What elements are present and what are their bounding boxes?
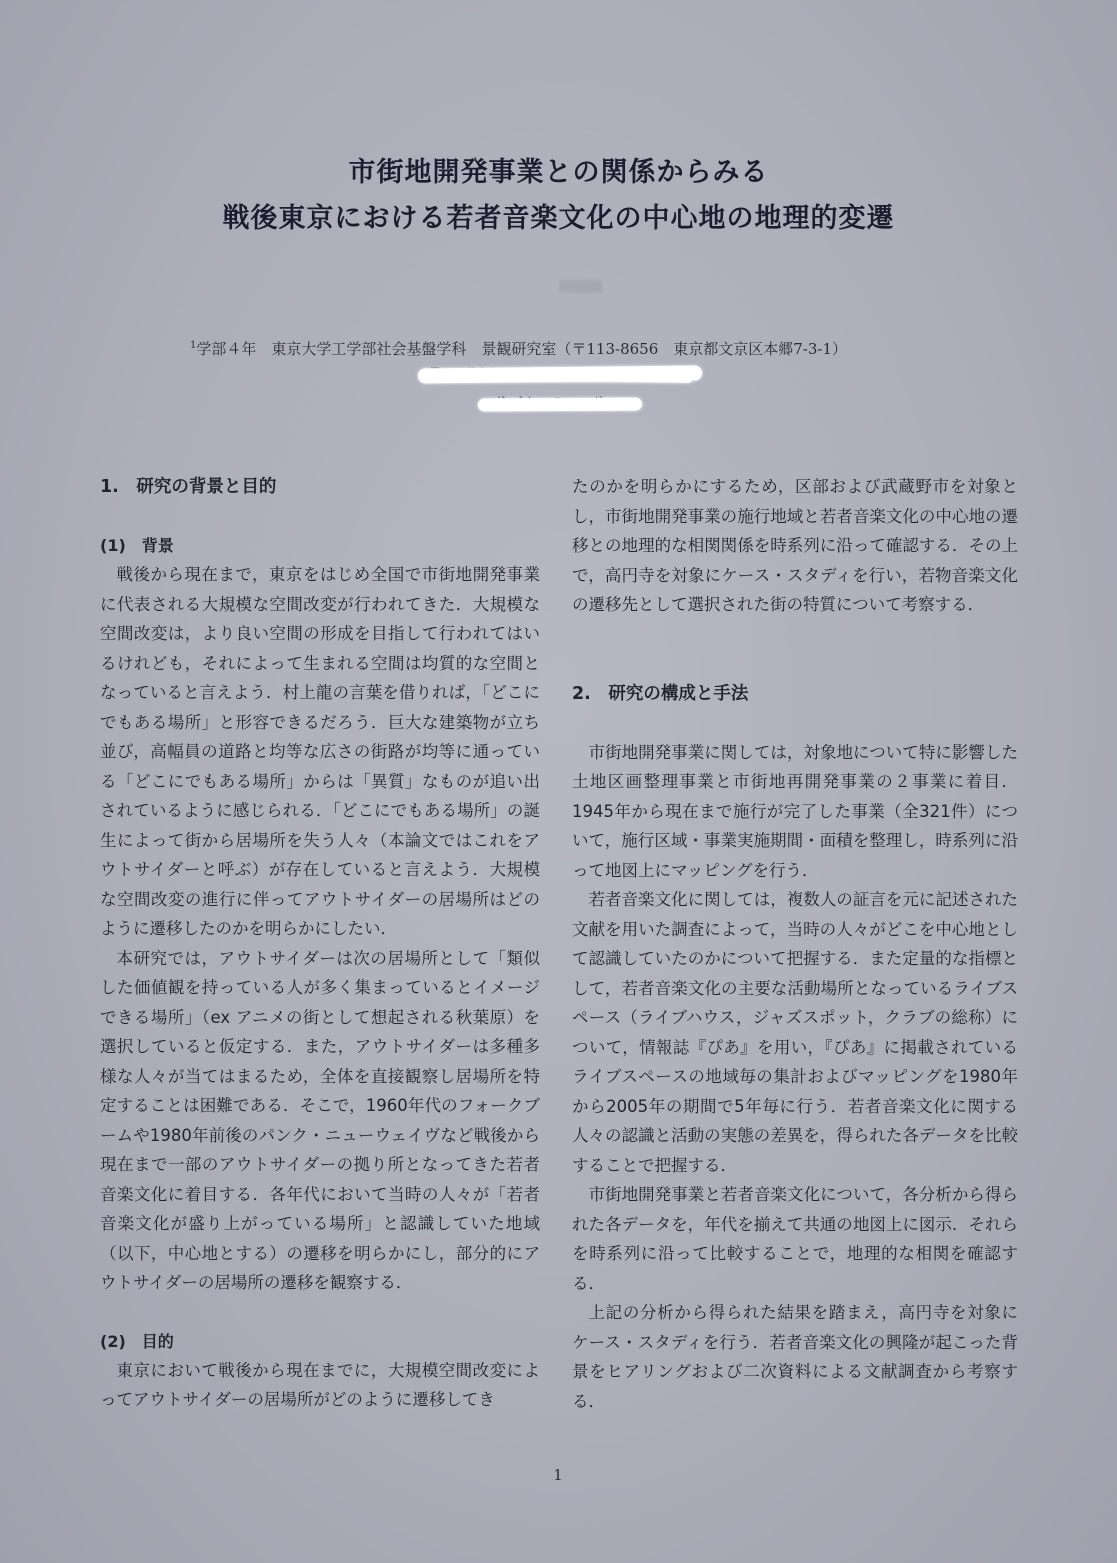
author-name-redacted: ░░░░░ (560, 280, 603, 293)
redaction-mark (478, 398, 642, 412)
paper-title-line1: 市街地開発事業との関係からみる (348, 157, 769, 188)
paragraph: 市街地開発事業と若者音楽文化について，各分析から得られた各データを，年代を揃えて共通の地図上に図示．それらを時系列に沿って比較することで，地理的な相関を確認する． (572, 1185, 1018, 1293)
subsection-heading: (1) 背景 (100, 536, 174, 555)
paragraph: 東京において戦後から現在までに，大規模空間改変によってアウトサイダーの居場所がどのように遷移してき (100, 1360, 540, 1409)
left-column (100, 472, 540, 1415)
paragraph: 戦後から現在まで，東京をはじめ全国で市街地開発事業に代表される大規模な空間改変が行われてきた．大規模な空間改変は，より良い空間の形成を目指して行われてはいるけれども，それによって生まれる空間は均質的な空間となっていると言えよう．村上龍の言葉を借りれば，「どこにでもある場所」と形容できるだろう．巨大な建築物が立ち並び，高幅員の道路と均等な広さの街路が均等に通っている「どこにでもある場所」からは「異質」なものが追い出されているように感じられる．「どこにでもある場所」の誕生によって街から居場所を失う人々（本論文ではこれをアウトサイダーと呼ぶ）が存在していると言えよう．大規模な空間改変の進行に伴ってアウトサイダーの居場所はどのように遷移したのかを明らかにしたい． (100, 565, 541, 938)
paragraph: 本研究では，アウトサイダーは次の居場所として「類似した価値観を持っている人が多く集まっているとイメージできる場所」（ex アニメの街として想起される秋葉原）を選択していると仮定する．また，アウトサイダーは多種多様な人々が当てはまるため，全体を直接観察し居場所を特定することは困難である．そこで，1960年代のフォークブームや1980年前後のパンク・ニューウェイヴなど戦後から現在まで一部のアウトサイダーの拠り所となってきた若者音楽文化に着目する．各年代において当時の人々が「若者音楽文化が盛り上がっている場所」と認識していた地域（以下，中心地とする）の遷移を明らかにし，部分的にアウトサイダーの居場所の遷移を観察する． (100, 948, 540, 1292)
right-column (572, 472, 1018, 1416)
affiliation-text: 学部４年 東京大学工学部社会基盤学科 景観研究室（〒113-8656 東京都文京区本郷7-3-1） (196, 340, 848, 358)
affiliation (190, 338, 950, 359)
paragraph: たのかを明らかにするため，区部および武蔵野市を対象とし，市街地開発事業の施行地域と若者音楽文化の中心地の遷移との地理的な相関関係を時系列に沿って確認する．その上で，高円寺を対象にケース・スタディを行い，若物音楽文化の遷移先として選択された街の特質について考察する． (572, 477, 1018, 614)
page-number: 1 (553, 1466, 563, 1484)
paper-title-line2: 戦後東京における若者音楽文化の中心地の地理的変遷 (222, 203, 895, 234)
paragraph: 市街地開発事業に関しては，対象地について特に影響した土地区画整理事業と市街地再開発事業の２事業に着目．1945年から現在まで施行が完了した事業（全321件）について，施行区域・事業実施期間・面積を整理し，時系列に沿って地図上にマッピングを行う． (572, 742, 1018, 880)
paragraph: 上記の分析から得られた結果を踏まえ，高円寺を対象にケース・スタディを行う．若者音楽文化の興隆が起こった背景をヒアリングおよび二次資料による文献調査から考察する． (572, 1303, 1018, 1411)
paragraph: 若者音楽文化に関しては，複数人の証言を元に記述された文献を用いた調査によって，当時の人々がどこを中心地として認識していたのかについて把握する．また定量的な指標として，若者音楽文化の主要な活動場所となっているライブスペース（ライブハウス，ジャズスポット，クラブの総称）について，情報誌『ぴあ』を用い，『ぴあ』に掲載されているライブスペースの地域毎の集計およびマッピングを1980年から2005年の期間で5年毎に行う．若者音楽文化に関する人々の認識と活動の実態の差異を，得られた各データを比較することで把握する． (572, 890, 1018, 1175)
subsection-heading: (2) 目的 (100, 1331, 174, 1351)
section-heading: 1. 研究の背景と目的 (100, 477, 277, 497)
section-heading: 2. 研究の構成と手法 (572, 683, 749, 704)
affiliation-marker: 1 (190, 340, 197, 351)
